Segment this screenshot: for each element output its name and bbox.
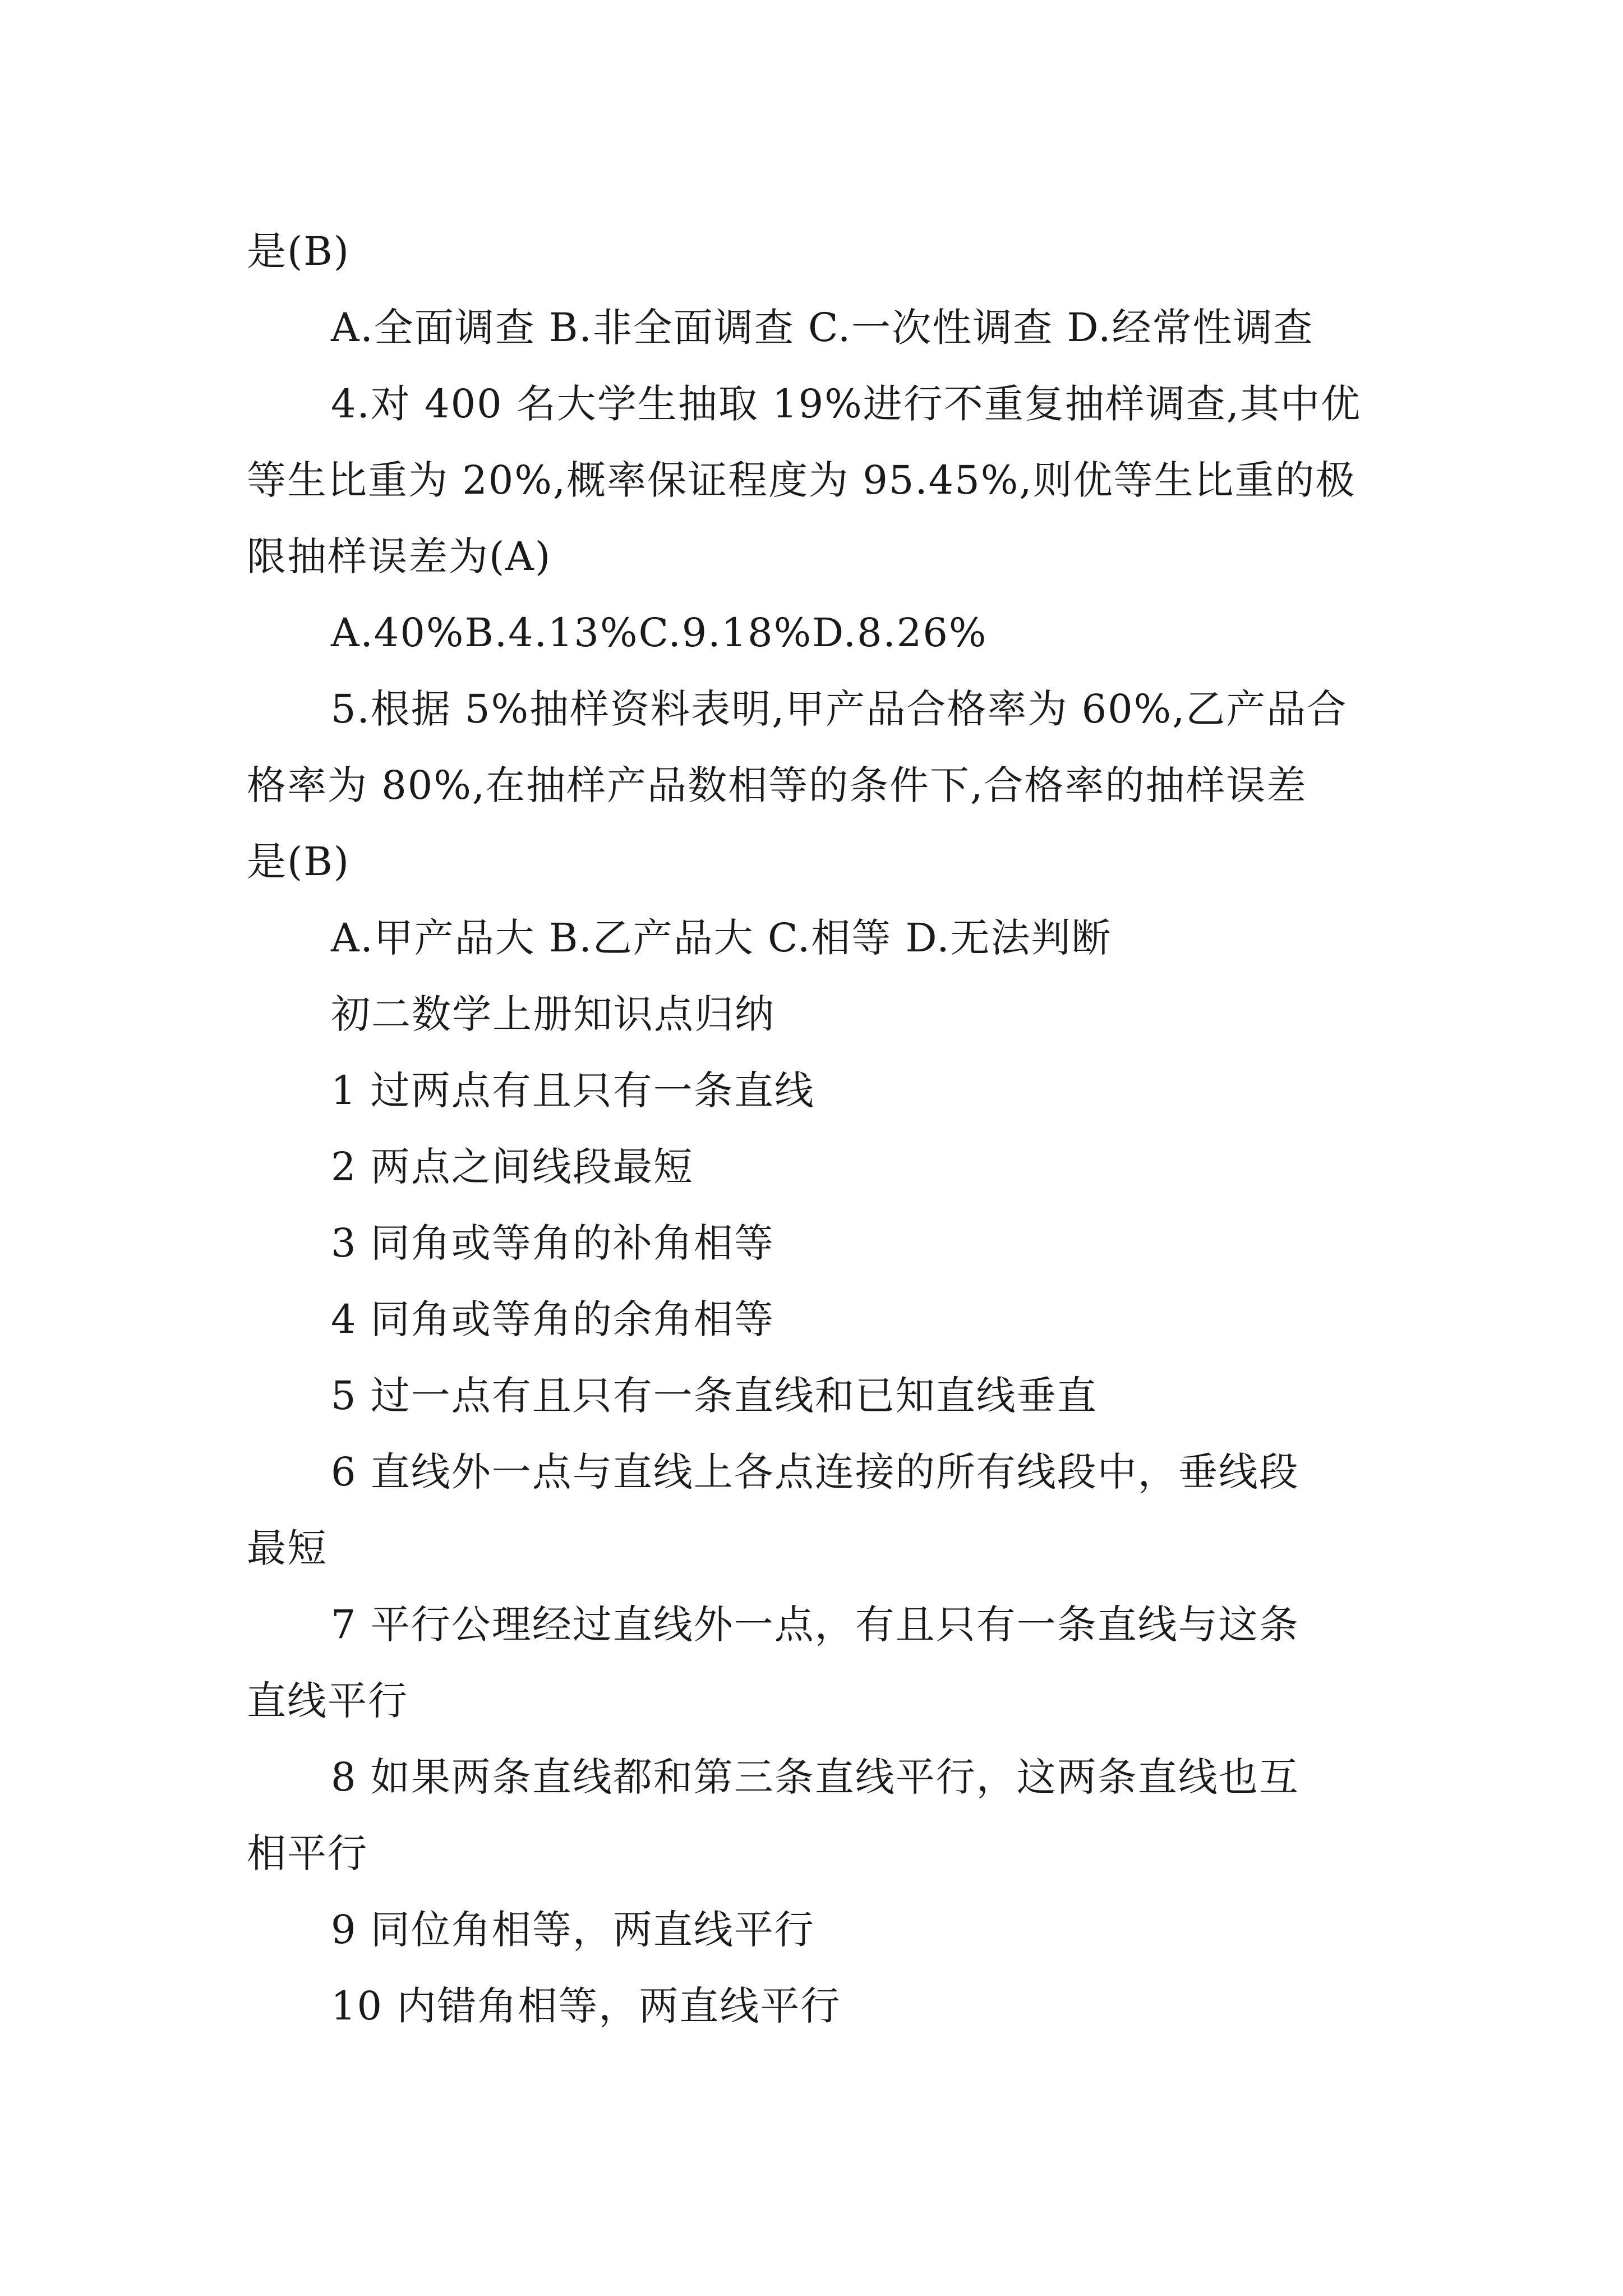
text-line: 2 两点之间线段最短 <box>331 1144 694 1190</box>
text-line: 相平行 <box>247 1830 368 1876</box>
text-line: A.全面调查 B.非全面调查 C.一次性调查 D.经常性调查 <box>331 305 1314 351</box>
text-line: 5 过一点有且只有一条直线和已知直线垂直 <box>331 1373 1098 1419</box>
text-line: 7 平行公理经过直线外一点，有且只有一条直线与这条 <box>331 1602 1299 1648</box>
text-line: 格率为 80%,在抽样产品数相等的条件下,合格率的抽样误差 <box>247 762 1307 808</box>
text-line: 8 如果两条直线都和第三条直线平行，这两条直线也互 <box>331 1754 1299 1800</box>
section-heading: 初二数学上册知识点归纳 <box>331 991 775 1037</box>
text-line: 限抽样误差为(A) <box>247 533 552 579</box>
text-line: 是(B) <box>247 839 351 885</box>
text-line: 是(B) <box>247 228 351 274</box>
text-line: A.40%B.4.13%C.9.18%D.8.26% <box>331 610 988 656</box>
text-line: 1 过两点有且只有一条直线 <box>331 1068 815 1114</box>
document-body <box>247 213 1380 2044</box>
text-line: 直线平行 <box>247 1678 408 1724</box>
text-line: A.甲产品大 B.乙产品大 C.相等 D.无法判断 <box>331 915 1112 961</box>
text-line: 4 同角或等角的余角相等 <box>331 1296 774 1342</box>
text-line: 9 同位角相等，两直线平行 <box>331 1907 815 1953</box>
text-line: 6 直线外一点与直线上各点连接的所有线段中，垂线段 <box>331 1449 1299 1495</box>
text-line: 最短 <box>247 1525 328 1571</box>
text-line: 4.对 400 名大学生抽取 19%进行不重复抽样调查,其中优 <box>331 381 1361 427</box>
text-line: 5.根据 5%抽样资料表明,甲产品合格率为 60%,乙产品合 <box>331 686 1348 732</box>
text-line: 10 内错角相等，两直线平行 <box>331 1983 841 2029</box>
text-line: 等生比重为 20%,概率保证程度为 95.45%,则优等生比重的极 <box>247 457 1356 503</box>
text-line: 3 同角或等角的补角相等 <box>331 1220 774 1266</box>
